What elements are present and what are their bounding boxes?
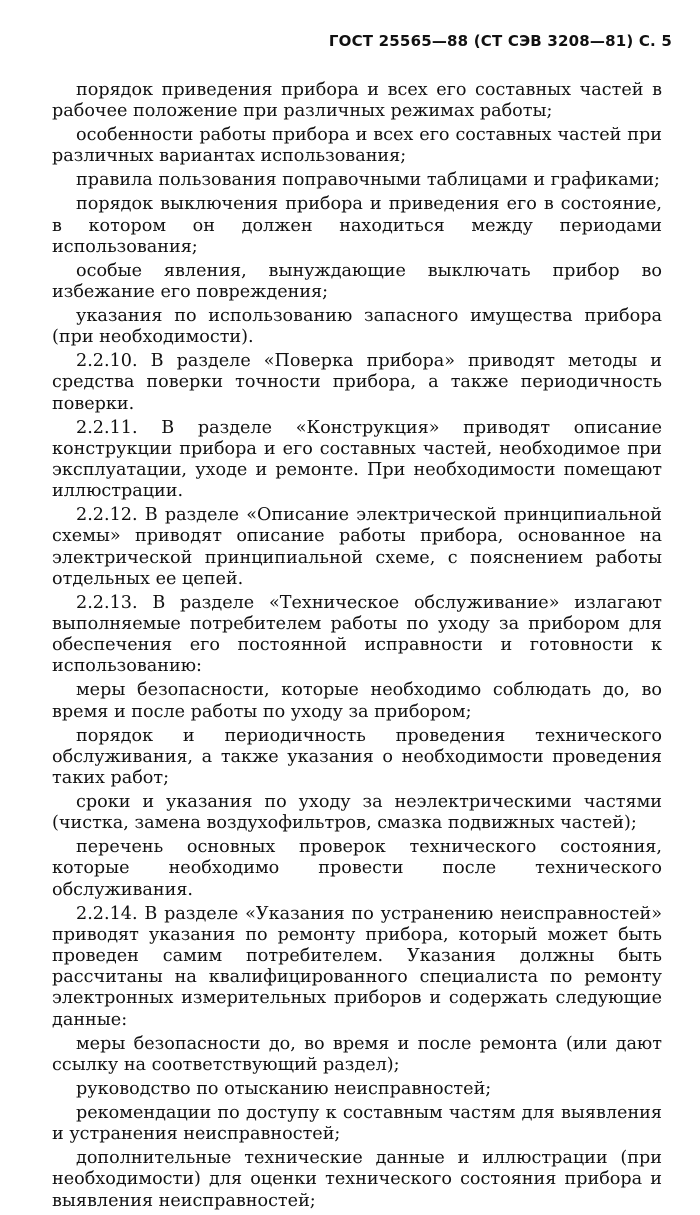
- paragraph: правила пользования поправочными таблицами и графиками;: [76, 170, 660, 191]
- paragraph: перечень основных проверок технического состояния, которые необходимо провести после технического обслуживания.: [52, 837, 662, 900]
- paragraph: порядок и периодичность проведения технического обслуживания, а также указания о необходимости проведения таких работ;: [52, 725, 662, 789]
- paragraph: меры безопасности, которые необходимо соблюдать до, во время и после работы по уходу за прибором;: [52, 680, 662, 722]
- paragraph: особые явления, вынуждающие выключать прибор во избежание его повреждения;: [52, 260, 662, 303]
- document-body: [52, 80, 662, 1215]
- paragraph: дополнительные технические данные и иллюстрации (при необходимости) для оценки технического состояния прибора и выявления неисправностей;: [52, 1148, 662, 1211]
- paragraph: меры безопасности до, во время и после ремонта (или дают ссылку на соответствующий раздел);: [52, 1033, 662, 1075]
- clause-2-2-12: 2.2.12. В разделе «Описание электрической принципиальной схемы» приводят описание работы прибора, основанное на электрической принципиальной схеме, с пояснением работы отдельных ее цепей.: [52, 505, 662, 589]
- paragraph: порядок приведения прибора и всех его составных частей в рабочее положение при различных режимах работы;: [52, 80, 662, 122]
- clause-2-2-14: 2.2.14. В разделе «Указания по устранению неисправностей» приводят указания по ремонту прибора, который может быть проведен самим потребителем. Указания должны быть рассчитаны на квалифицированного специалиста по ремонту электронных измерительных приборов и содержать следующие данные:: [52, 903, 662, 1030]
- paragraph: сроки и указания по уходу за неэлектрическими частями (чистка, замена воздухофильтров, смазка подвижных частей);: [52, 792, 662, 834]
- paragraph: особенности работы прибора и всех его составных частей при различных вариантах использования;: [52, 125, 662, 167]
- clause-2-2-10: 2.2.10. В разделе «Поверка прибора» приводят методы и средства поверки точности прибора, а также периодичность поверки.: [52, 351, 662, 414]
- paragraph: руководство по отысканию неисправностей;: [76, 1078, 492, 1099]
- clause-2-2-11: 2.2.11. В разделе «Конструкция» приводят описание конструкции прибора и его составных частей, необходимое при эксплуатации, уходе и ремонте. При необходимости помещают иллюстрации.: [52, 417, 662, 502]
- paragraph: порядок выключения прибора и приведения его в состояние, в котором он должен находиться между периодами использования;: [52, 194, 662, 257]
- clause-2-2-13: 2.2.13. В разделе «Техническое обслуживание» излагают выполняемые потребителем работы по уходу за прибором для обеспечения его постоянной исправности и готовности к использованию:: [52, 592, 662, 677]
- page-header: ГОСТ 25565—88 (СТ СЭВ 3208—81) С. 5: [328, 32, 672, 50]
- paragraph: указания по использованию запасного имущества прибора (при необходимости).: [52, 306, 662, 348]
- paragraph: рекомендации по доступу к составным частям для выявления и устранения неисправностей;: [52, 1102, 662, 1145]
